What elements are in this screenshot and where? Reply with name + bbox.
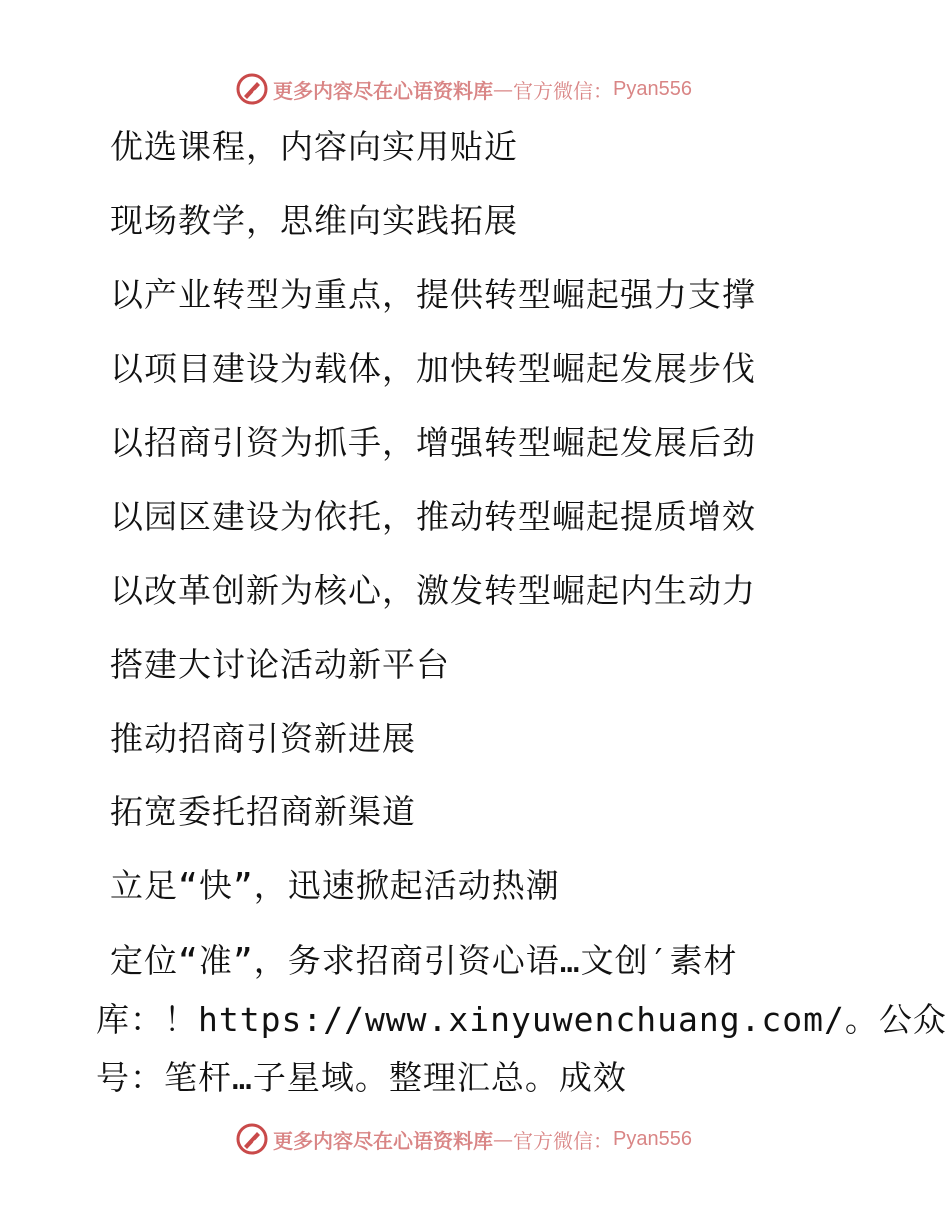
watermark-text: 更多内容尽在心语资料库 <box>273 78 493 103</box>
text-line: 推动招商引资新进展 <box>110 719 416 758</box>
text-line: 以招商引资为抓手，增强转型崛起发展后劲 <box>110 423 756 462</box>
text-line: 搭建大讨论活动新平台 <box>110 645 450 684</box>
text-line: 拓宽委托招商新渠道 <box>110 792 416 831</box>
watermark-contact-label: 官方微信： <box>513 78 613 103</box>
watermark-text: 更多内容尽在心语资料库 <box>273 1128 493 1153</box>
text-line: 号：笔杆…子星域。整理汇总。成效 <box>96 1058 627 1097</box>
footer-watermark <box>235 1122 692 1156</box>
text-line: 以改革创新为核心，激发转型崛起内生动力 <box>110 571 756 610</box>
text-line: 定位“准”，务求招商引资心语…文创′素材 <box>110 941 738 980</box>
text-line: 以园区建设为依托，推动转型崛起提质增效 <box>110 497 756 536</box>
text-line: 库：！https://www.xinyuwenchuang.com/。公众 <box>96 1000 947 1039</box>
watermark-contact-id: Pyan556 <box>613 77 692 100</box>
text-line: 立足“快”，迅速掀起活动热潮 <box>110 866 560 905</box>
watermark-contact-label: 官方微信： <box>513 1128 613 1153</box>
watermark-dash: — <box>493 77 513 101</box>
pen-logo-icon <box>235 1122 269 1156</box>
text-line: 以产业转型为重点，提供转型崛起强力支撑 <box>110 275 756 314</box>
watermark-contact-id: Pyan556 <box>613 1127 692 1150</box>
header-watermark <box>235 72 692 106</box>
text-line: 以项目建设为载体，加快转型崛起发展步伐 <box>110 349 756 388</box>
text-line: 现场教学，思维向实践拓展 <box>110 201 518 240</box>
watermark-dash: — <box>493 1127 513 1151</box>
pen-logo-icon <box>235 72 269 106</box>
text-line: 优选课程，内容向实用贴近 <box>110 127 518 166</box>
